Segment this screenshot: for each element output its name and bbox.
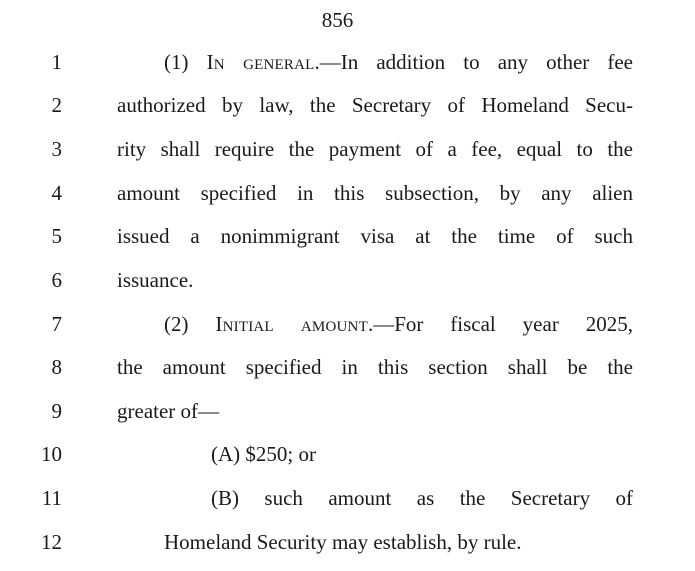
line-text: (B) such amount as the Secretary of	[211, 486, 633, 510]
line-text: the amount specified in this section shall be the	[117, 355, 633, 379]
paragraph-label: (2)	[164, 312, 216, 336]
bill-line-12	[0, 527, 695, 557]
line-text: rity shall require the payment of a fee, equal to the	[117, 137, 633, 161]
paragraph-heading: Initial amount	[215, 312, 368, 336]
line-number: 8	[51, 355, 62, 379]
line-number: 10	[41, 442, 62, 466]
line-text	[164, 309, 633, 339]
line-number: 5	[51, 224, 62, 248]
line-number: 2	[51, 93, 62, 117]
line-text: greater of—	[117, 399, 220, 423]
paragraph-text: .—For fiscal year 2025,	[367, 312, 633, 336]
bill-line-8	[0, 352, 695, 382]
bill-line-5	[0, 221, 695, 251]
line-text: amount specified in this subsection, by any alien	[117, 181, 633, 205]
line-text: authorized by law, the Secretary of Homeland Secu-	[117, 93, 633, 117]
bill-line-3	[0, 134, 695, 164]
line-number: 1	[51, 50, 62, 74]
paragraph-heading: In general	[206, 50, 315, 74]
bill-line-11	[0, 483, 695, 513]
paragraph-label: (1)	[164, 50, 207, 74]
page-number: 856	[321, 8, 354, 32]
line-number: 9	[51, 399, 62, 423]
line-number: 7	[51, 312, 62, 336]
bill-line-9	[0, 396, 695, 426]
line-text: issued a nonimmigrant visa at the time of such	[117, 224, 633, 248]
line-number: 12	[41, 530, 62, 554]
line-number: 11	[41, 486, 62, 510]
bill-line-7	[0, 309, 695, 339]
bill-line-1	[0, 47, 695, 77]
line-text: issuance.	[117, 268, 194, 292]
line-text	[164, 47, 633, 77]
bill-line-6	[0, 265, 695, 295]
line-number: 4	[51, 181, 62, 205]
paragraph-text: .—In addition to any other fee	[314, 50, 633, 74]
line-text: (A) $250; or	[211, 442, 316, 466]
line-number: 3	[51, 137, 62, 161]
bill-line-10	[0, 439, 695, 469]
bill-line-2	[0, 90, 695, 120]
line-number: 6	[51, 268, 62, 292]
bill-line-4	[0, 178, 695, 208]
line-text: Homeland Security may establish, by rule.	[164, 530, 522, 554]
